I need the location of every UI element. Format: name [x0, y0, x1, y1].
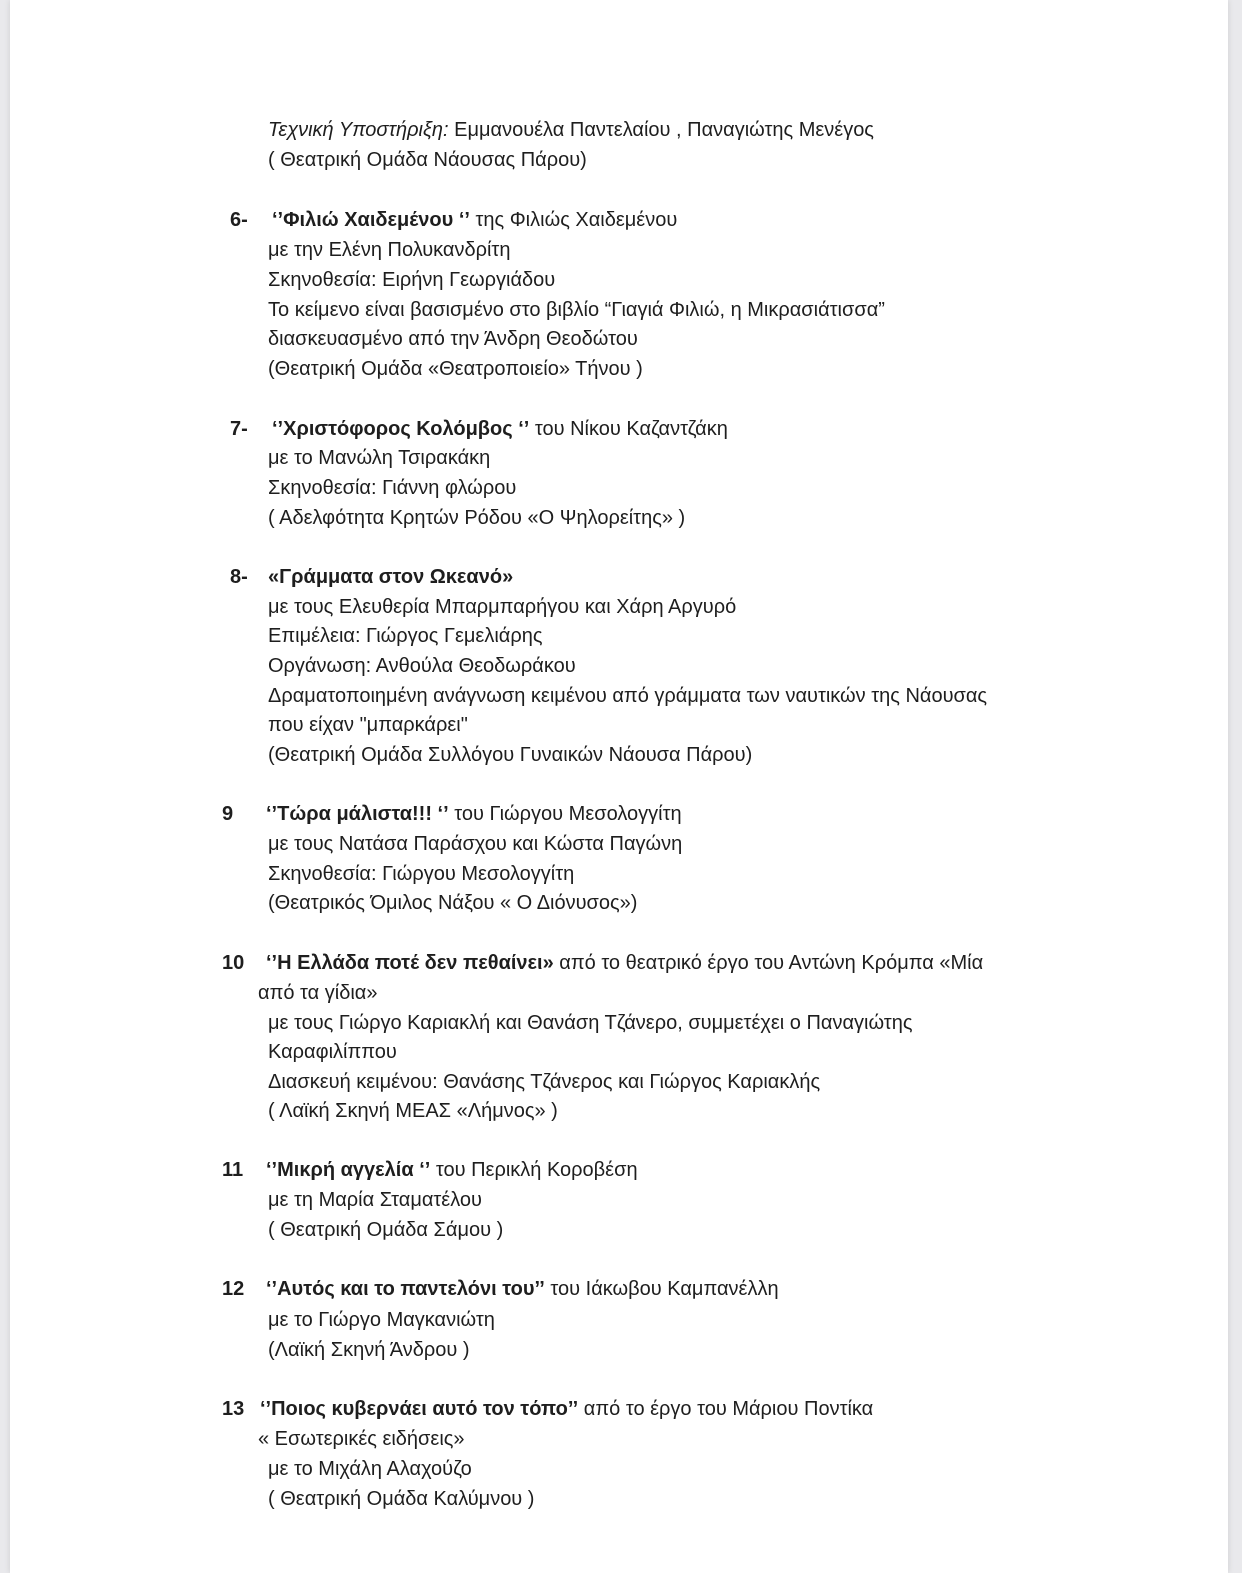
item-detail: με το Μανώλη Τσιρακάκη: [268, 447, 491, 469]
item-title-line: [266, 802, 682, 826]
item-detail: με τους Γιώργο Καριακλή και Θανάση Τζάνερο, συμμετέχει ο Παναγιώτης: [268, 1012, 913, 1034]
item-detail: ( Λαϊκή Σκηνή ΜΕΑΣ «Λήμνος» ): [268, 1100, 558, 1122]
item-author: της Φιλιώς Χαιδεμένου: [469, 209, 678, 231]
item-detail: (Θεατρική Ομάδα «Θεατροποιείο» Τήνου ): [268, 358, 643, 380]
item-detail: Επιμέλεια: Γιώργος Γεμελιάρης: [268, 625, 543, 647]
item-detail: (Λαϊκή Σκηνή Άνδρου ): [268, 1339, 470, 1361]
item-title-line: [272, 208, 677, 232]
item-detail: Οργάνωση: Ανθούλα Θεοδωράκου: [268, 655, 576, 677]
item-number: 6-: [230, 209, 248, 231]
item-title-line: [272, 417, 728, 441]
item-title: «Γράμματα στον Ωκεανό»: [268, 566, 514, 588]
item-detail: με τους Ελευθερία Μπαρμπαρήγου και Χάρη Αργυρό: [268, 596, 737, 618]
intro-group: ( Θεατρική Ομάδα Νάουσας Πάρου): [268, 149, 587, 171]
item-number: 11: [222, 1159, 244, 1181]
item-detail: Καραφιλίππου: [268, 1041, 397, 1063]
item-title: ‘’Χριστόφορος Κολόμβος ‘’: [272, 418, 530, 440]
item-title: ‘’Αυτός και το παντελόνι του’’: [266, 1278, 545, 1300]
item-number: 13: [222, 1398, 245, 1420]
item-detail: με το Γιώργο Μαγκανιώτη: [268, 1309, 495, 1331]
item-detail: (Θεατρική Ομάδα Συλλόγου Γυναικών Νάουσα Πάρου): [268, 744, 753, 766]
item-detail: Σκηνοθεσία: Γιώργου Μεσολογγίτη: [268, 863, 575, 885]
item-detail: με τη Μαρία Σταματέλου: [268, 1189, 482, 1211]
item-number: 8-: [230, 566, 248, 588]
item-detail: Σκηνοθεσία: Ειρήνη Γεωργιάδου: [268, 269, 556, 291]
item-detail: (Θεατρικός Όμιλος Νάξου « Ο Διόνυσος»): [268, 892, 638, 914]
item-author: του Ιάκωβου Καμπανέλλη: [544, 1278, 779, 1300]
tech-support-line: [268, 118, 874, 142]
tech-support-label: Τεχνική Υποστήριξη:: [268, 119, 449, 141]
item-detail: ( Αδελφότητα Κρητών Ρόδου «Ο Ψηλορείτης» ): [268, 507, 686, 529]
item-detail: διασκευασμένο από την Άνδρη Θεοδώτου: [268, 328, 638, 350]
item-detail: που είχαν "μπαρκάρει": [268, 714, 468, 736]
item-title-continuation: από τα γίδια»: [258, 982, 378, 1004]
item-author: από το θεατρικό έργο του Αντώνη Κρόμπα «Μία: [553, 952, 984, 974]
document-page: [10, 0, 1228, 1573]
item-number: 7-: [230, 418, 248, 440]
item-author: από το έργο του Μάριου Ποντίκα: [578, 1398, 874, 1420]
item-title: ‘’Η Ελλάδα ποτέ δεν πεθαίνει»: [266, 952, 554, 974]
item-detail: ( Θεατρική Ομάδα Καλύμνου ): [268, 1488, 535, 1510]
item-number: 9: [222, 803, 234, 825]
tech-support-names: Εμμανουέλα Παντελαίου , Παναγιώτης Μενέγος: [448, 119, 874, 141]
item-detail: ( Θεατρική Ομάδα Σάμου ): [268, 1219, 504, 1241]
item-detail: με την Ελένη Πολυκανδρίτη: [268, 239, 511, 261]
item-author: του Νίκου Καζαντζάκη: [529, 418, 728, 440]
item-author: του Περικλή Κοροβέση: [430, 1159, 638, 1181]
item-title-line: [266, 951, 983, 975]
item-detail: με το Μιχάλη Αλαχούζο: [268, 1458, 472, 1480]
item-title-line: [268, 565, 513, 589]
item-detail: Το κείμενο είναι βασισμένο στο βιβλίο “Γιαγιά Φιλιώ, η Μικρασιάτισσα”: [268, 299, 885, 321]
item-title-line: [266, 1277, 779, 1301]
item-title-line: [266, 1158, 638, 1182]
item-title: ‘’Φιλιώ Χαιδεμένου ‘’: [272, 209, 470, 231]
item-title-line: [260, 1397, 873, 1421]
item-title: ‘’Μικρή αγγελία ‘’: [266, 1159, 431, 1181]
item-title-continuation: « Εσωτερικές ειδήσεις»: [258, 1428, 465, 1450]
item-number: 10: [222, 952, 245, 974]
item-title: ‘’Ποιος κυβερνάει αυτό τον τόπο’’: [260, 1398, 579, 1420]
item-title: ‘’Τώρα μάλιστα!!! ‘’: [266, 803, 449, 825]
item-detail: Διασκευή κειμένου: Θανάσης Τζάνερος και Γιώργος Καριακλής: [268, 1071, 821, 1093]
item-author: του Γιώργου Μεσολογγίτη: [448, 803, 682, 825]
item-detail: Δραματοποιημένη ανάγνωση κειμένου από γράμματα των ναυτικών της Νάουσας: [268, 685, 988, 707]
item-detail: Σκηνοθεσία: Γιάννη φλώρου: [268, 477, 517, 499]
item-detail: με τους Νατάσα Παράσχου και Κώστα Παγώνη: [268, 833, 683, 855]
item-number: 12: [222, 1278, 245, 1300]
